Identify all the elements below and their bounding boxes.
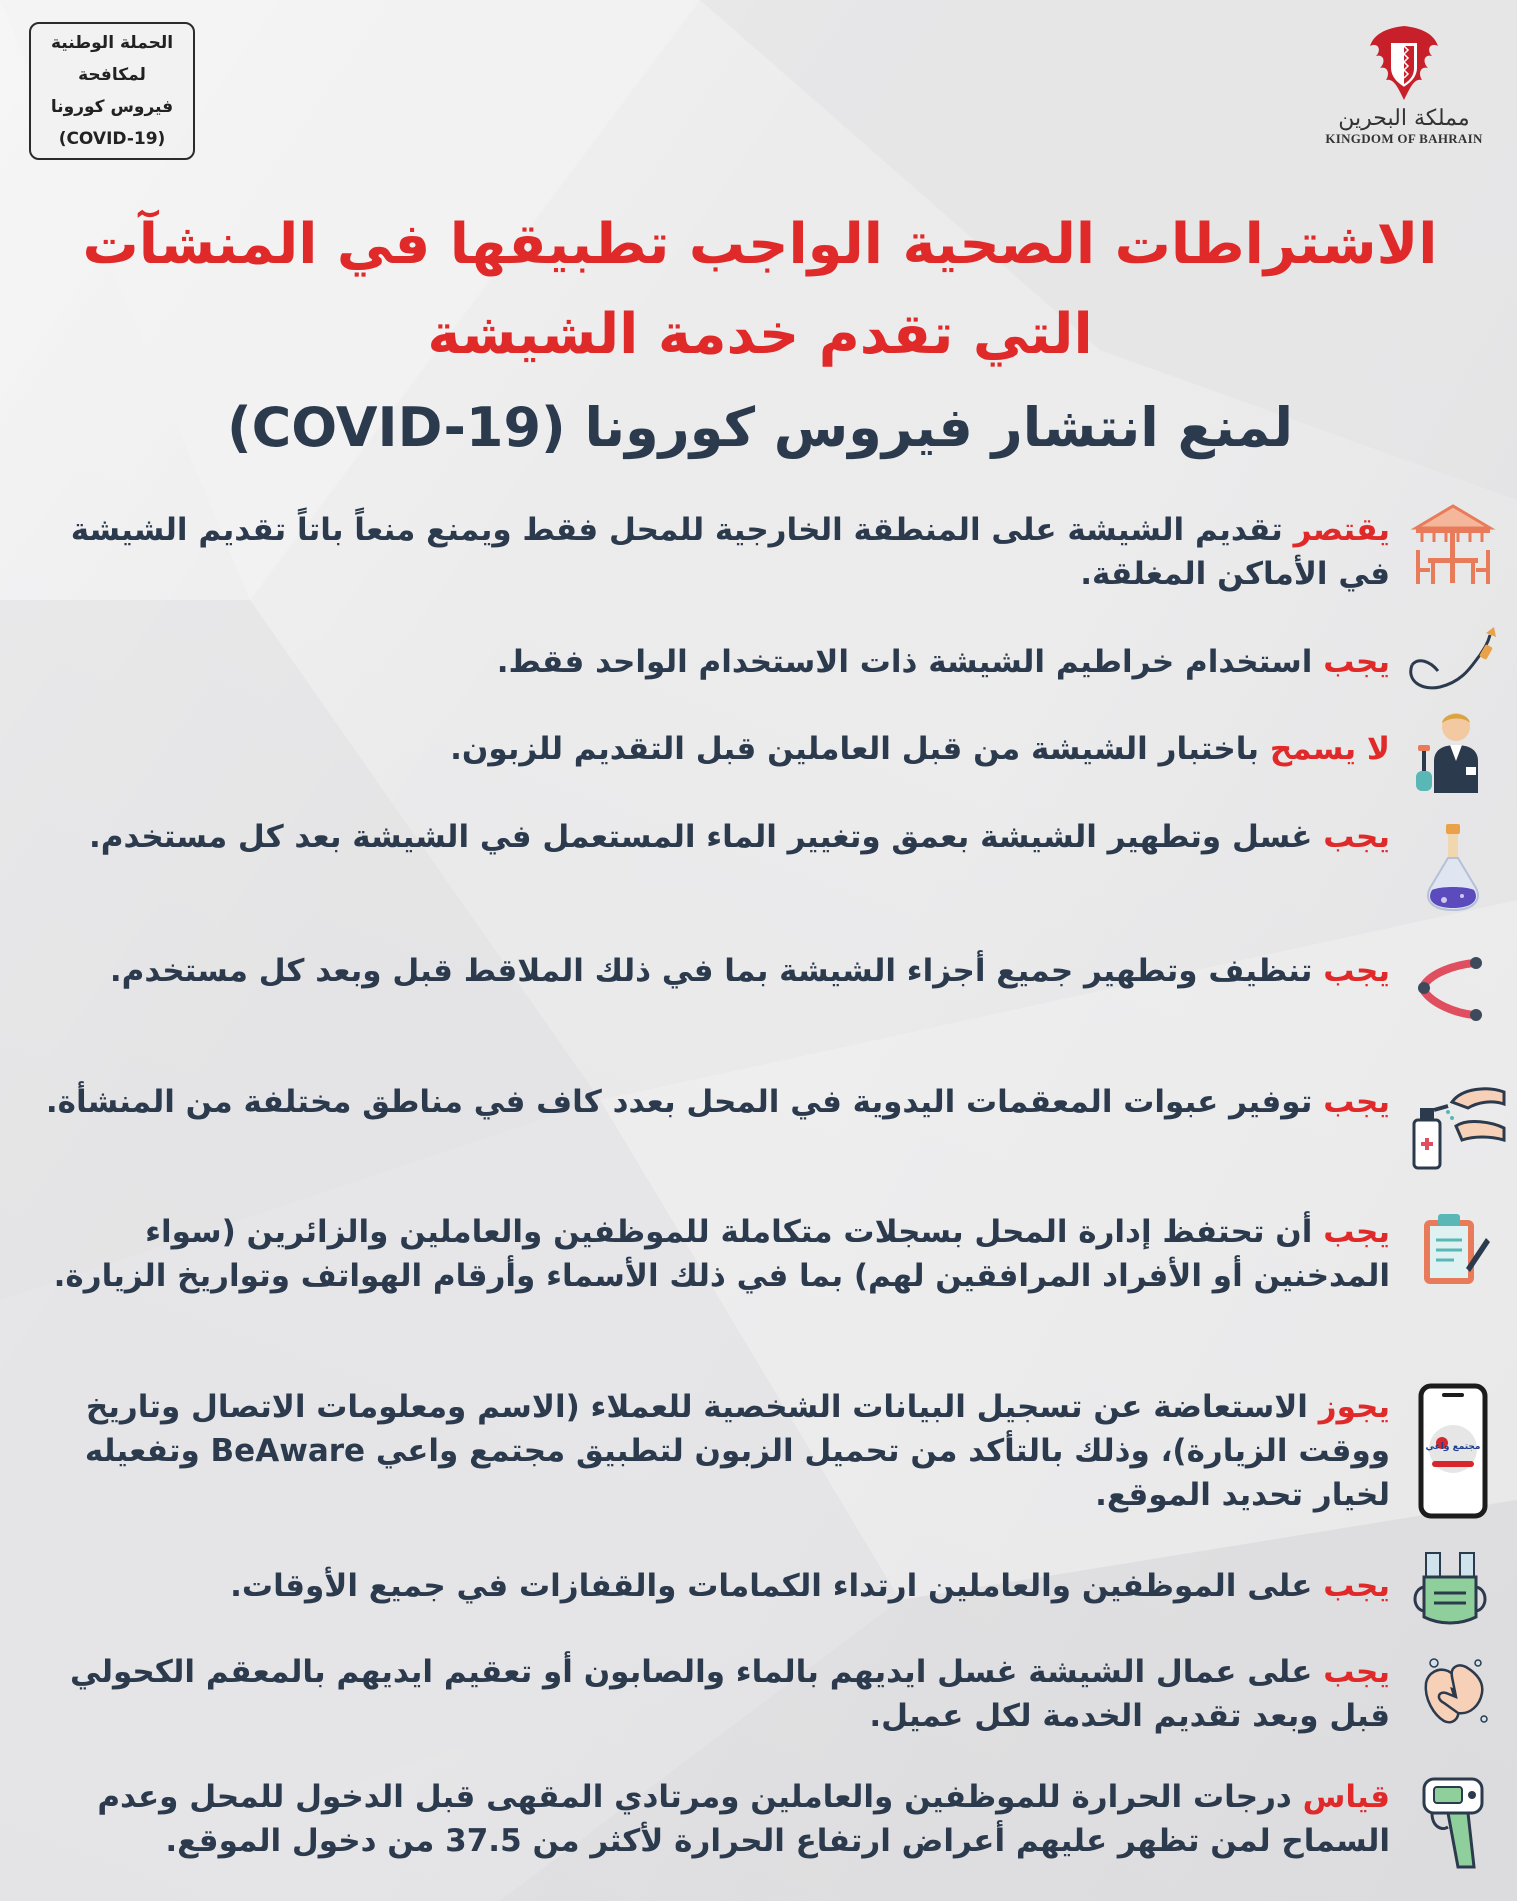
rule-keyword: يجوز [1318,1389,1390,1425]
campaign-line-4: (COVID-19) [58,129,166,149]
rule-text: أن تحتفظ إدارة المحل بسجلات متكاملة للموظفين والعاملين والزائرين (سواء المدخنين أو الأفراد المرافقين لهم) بما في ذلك الأسماء وأرقام الهواتف وتواريخ الزيارة. [53,1214,1390,1294]
rule-item [20,1564,1390,1608]
rule-text: درجات الحرارة للموظفين والعاملين ومرتادي المقهى قبل الدخول للمحل وعدم السماح لمن تظهر عليهم أعراض ارتفاع الحرارة لأكثر من 37.5 من دخول الموقع. [97,1779,1390,1859]
rule-text: توفير عبوات المعقمات اليدوية في المحل بعدد كاف في مناطق مختلفة من المنشأة. [45,1084,1324,1120]
rule-text: استخدام خراطيم الشيشة ذات الاستخدام الواحد فقط. [496,644,1324,680]
rule-keyword: لا يسمح [1269,731,1390,767]
rule-item [20,727,1390,771]
rule-text: الاستعاضة عن تسجيل البيانات الشخصية للعملاء (الاسم ومعلومات الاتصال وتاريخ ووقت الزيارة)، وذلك بالتأكد من تحميل الزبون لتطبيق مجتمع واعي BeAware وتفعيله لخيار تحديد الموقع. [84,1389,1390,1513]
rule-item [20,949,1390,993]
rule-text: على عمال الشيشة غسل ايديهم بالماء والصابون أو تعقيم ايديهم بالمعقم الكحولي قبل وبعد تقديم الخدمة لكل عميل. [69,1654,1390,1734]
rule-item [20,1775,1390,1863]
campaign-line-2: لمكافحة [78,65,146,85]
page-title-line-1: الاشتراطات الصحية الواجب تطبيقها في المنشآت [82,212,1438,277]
rule-text: تقديم الشيشة على المنطقة الخارجية للمحل فقط ويمنع منعاً باتاً تقديم الشيشة في الأماكن المغلقة. [70,512,1390,592]
rule-text: تنظيف وتطهير جميع أجزاء الشيشة بما في ذلك الملاقط قبل وبعد كل مستخدم. [109,953,1324,989]
emblem-latin-name: KINGDOM OF BAHRAIN [1325,131,1483,146]
rule-keyword: يجب [1323,644,1390,680]
hookah-hose-icon [1400,625,1498,695]
hookah-base-bottle-icon [1418,822,1488,912]
rule-item [20,508,1390,596]
rule-item [20,1385,1390,1517]
thermometer-gun-icon [1418,1773,1488,1873]
page-subtitle: لمنع انتشار فيروس كورونا (COVID-19) [226,396,1293,459]
hand-sanitizer-icon [1408,1078,1508,1173]
page-title-line-2: التي تقدم خدمة الشيشة [427,302,1093,367]
hand-washing-icon [1418,1653,1490,1729]
campaign-line-3: فيروس كورونا [50,97,174,117]
rule-item [20,815,1390,859]
rule-item [20,640,1390,684]
clipboard-icon [1418,1212,1490,1288]
rule-keyword: يجب [1323,953,1390,989]
beaware-phone-icon [1418,1383,1488,1519]
rule-keyword: يجب [1323,1214,1390,1250]
emblem-arabic-name: مملكة البحرين [1338,106,1470,131]
rule-text: غسل وتطهير الشيشة بعمق وتغيير الماء المستعمل في الشيشة بعد كل مستخدم. [89,819,1324,855]
rule-keyword: يجب [1323,1654,1390,1690]
campaign-line-1: الحملة الوطنية [50,33,174,53]
rule-keyword: يجب [1323,1084,1390,1120]
rule-item [20,1650,1390,1738]
rule-item [20,1210,1390,1298]
rule-keyword: يجب [1323,1568,1390,1604]
rule-item [20,1080,1390,1124]
rule-text: باختبار الشيشة من قبل العاملين قبل التقديم للزبون. [450,731,1270,767]
rule-text: على الموظفين والعاملين ارتداء الكمامات والقفازات في جميع الأوقات. [230,1568,1324,1604]
beaware-logo-text: مجتمع واعي [1425,1442,1481,1452]
rule-keyword: يقتصر [1293,512,1390,548]
rule-keyword: يجب [1323,819,1390,855]
waiter-with-hookah-icon [1408,705,1488,795]
rule-keyword: قياس [1302,1779,1390,1815]
tongs-icon [1418,955,1488,1025]
outdoor-umbrella-table-icon [1408,500,1498,590]
mask-and-gloves-icon [1410,1547,1490,1629]
